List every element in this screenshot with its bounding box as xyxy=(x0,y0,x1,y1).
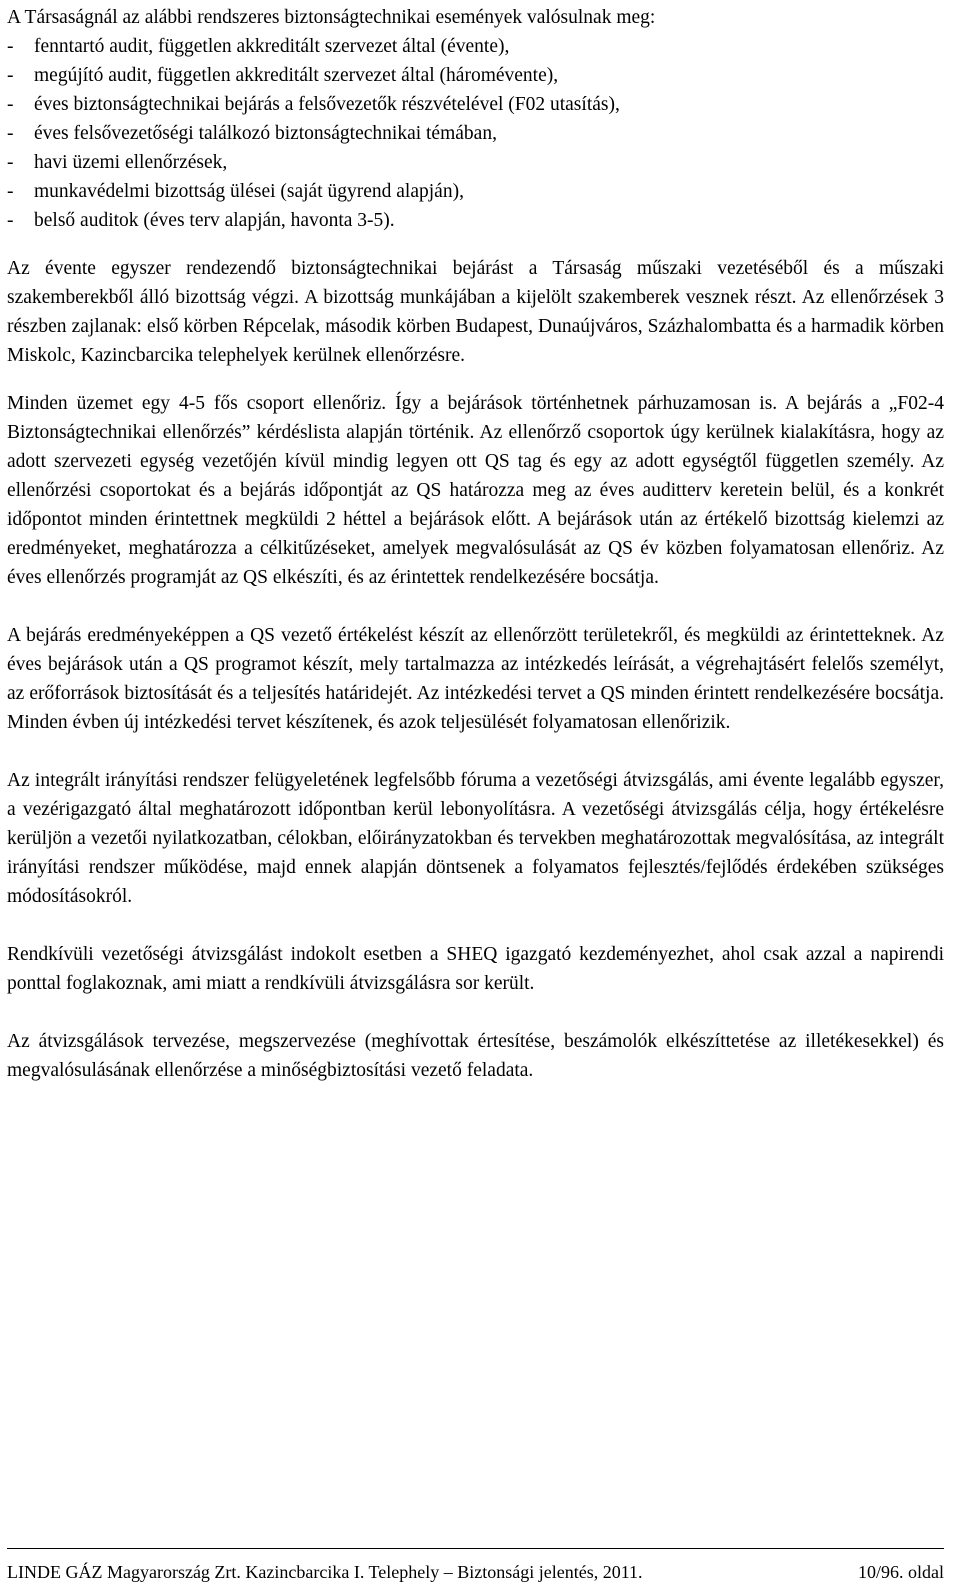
list-item-text: éves biztonságtechnikai bejárás a felsővezetők részvételével (F02 utasítás), xyxy=(34,94,620,115)
paragraph-inspection-results: A bejárás eredményeképpen a QS vezető értékelést készít az ellenőrzött területekről, és megküldi az érintetteknek. Az éves bejárások után a QS programot készít, mely tartalmazza az intézkedés leírását, a végrehajtásért felelős személyt, az erőforrások biztosítását és a teljesítés határidejét. Az intézkedési tervet a QS minden érintett rendelkezésére bocsátja. Minden évben új intézkedési tervet készítenek, és azok teljesülését folyamatosan ellenőrizik. xyxy=(7,625,944,733)
footer-page-number: 10/96. oldal xyxy=(858,1562,944,1582)
list-dash: - xyxy=(7,123,14,144)
list-dash: - xyxy=(7,152,14,173)
list-item-text: megújító audit, független akkreditált szervezet által (háromévente), xyxy=(34,65,559,86)
list-item xyxy=(7,119,944,148)
intro-text: A Társaságnál az alábbi rendszeres biztonságtechnikai események valósulnak meg: xyxy=(7,7,656,28)
footer-document-title: LINDE GÁZ Magyarország Zrt. Kazincbarcika I. Telephely – Biztonsági jelentés, 2011. xyxy=(7,1562,643,1582)
list-item-text: munkavédelmi bizottság ülései (saját ügyrend alapján), xyxy=(34,181,464,202)
list-item xyxy=(7,32,944,61)
list-item xyxy=(7,90,944,119)
list-item-text: éves felsővezetőségi találkozó biztonságtechnikai témában, xyxy=(34,123,497,144)
paragraph-management-review: Az integrált irányítási rendszer felügyeletének legfelsőbb fóruma a vezetőségi átvizsgálás, ami évente legalább egyszer, a vezérigazgató által meghatározott időpontban kerül lebonyolításra. A vezetőségi átvizsgálás célja, hogy értékelésre kerüljön a vezetői nyilatkozatban, célokban, előirányzatokban és tervekben meghatározottak megvalósítása, az integrált irányítási rendszer működése, majd ennek alapján döntsenek a folyamatos fejlesztés/fejlődés érdekében szükséges módosításokról. xyxy=(7,770,944,907)
page-footer xyxy=(7,1548,944,1585)
list-item xyxy=(7,61,944,90)
paragraph-extraordinary-review: Rendkívüli vezetőségi átvizsgálást indokolt esetben a SHEQ igazgató kezdeményezhet, ahol csak azzal a napirendi ponttal foglakoznak, ami miatt a rendkívüli átvizsgálásra sor került. xyxy=(7,944,944,994)
list-dash: - xyxy=(7,94,14,115)
list-item-text: havi üzemi ellenőrzések, xyxy=(34,152,228,173)
paragraph-inspection-groups: Minden üzemet egy 4-5 fős csoport ellenőriz. Így a bejárások történhetnek párhuzamosan is. A bejárás a „F02-4 Biztonságtechnikai ellenőrzés” kérdéslista alapján történik. Az ellenőrző csoportok úgy kerülnek kialakításra, hogy az adott szervezeti egység vezetőjén kívül mindig legyen ott QS tag és egy az adott egységtől független személy. Az ellenőrzési csoportokat és a bejárás időpontját az QS határozza meg az éves auditterv keretein belül, és a konkrét időpontot minden érintettnek megküldi 2 héttel a bejárások előtt. A bejárások után az értékelő bizottság kielemzi az eredményeket, meghatározza a célkitűzéseket, amelyek megvalósulását az QS év közben folyamatosan ellenőriz. Az éves ellenőrzés programját az QS elkészíti, és az érintettek rendelkezésére bocsátja. xyxy=(7,393,944,588)
document-page xyxy=(7,0,944,1085)
list-dash: - xyxy=(7,181,14,202)
paragraph-review-planning: Az átvizsgálások tervezése, megszervezése (meghívottak értesítése, beszámolók elkészíttetése az illetékesekkel) és megvalósulásának ellenőrzése a minőségbiztosítási vezető feladata. xyxy=(7,1031,944,1081)
list-item xyxy=(7,177,944,206)
list-item-text: fenntartó audit, független akkreditált szervezet által (évente), xyxy=(34,36,510,57)
paragraph-annual-inspection: Az évente egyszer rendezendő biztonságtechnikai bejárást a Társaság műszaki vezetéséből és a műszaki szakemberekből álló bizottság végzi. A bizottság munkájában a kijelölt szakemberek vesznek részt. Az ellenőrzések 3 részben zajlanak: első körben Répcelak, második körben Budapest, Dunaújváros, Százhalombatta és a harmadik körben Miskolc, Kazincbarcika telephelyek kerülnek ellenőrzésre. xyxy=(7,258,944,366)
list-item xyxy=(7,148,944,177)
list-dash: - xyxy=(7,210,14,231)
list-item xyxy=(7,206,944,235)
list-item-text: belső auditok (éves terv alapján, havonta 3-5). xyxy=(34,210,395,231)
list-dash: - xyxy=(7,65,14,86)
event-list xyxy=(7,32,944,235)
list-dash: - xyxy=(7,36,14,57)
